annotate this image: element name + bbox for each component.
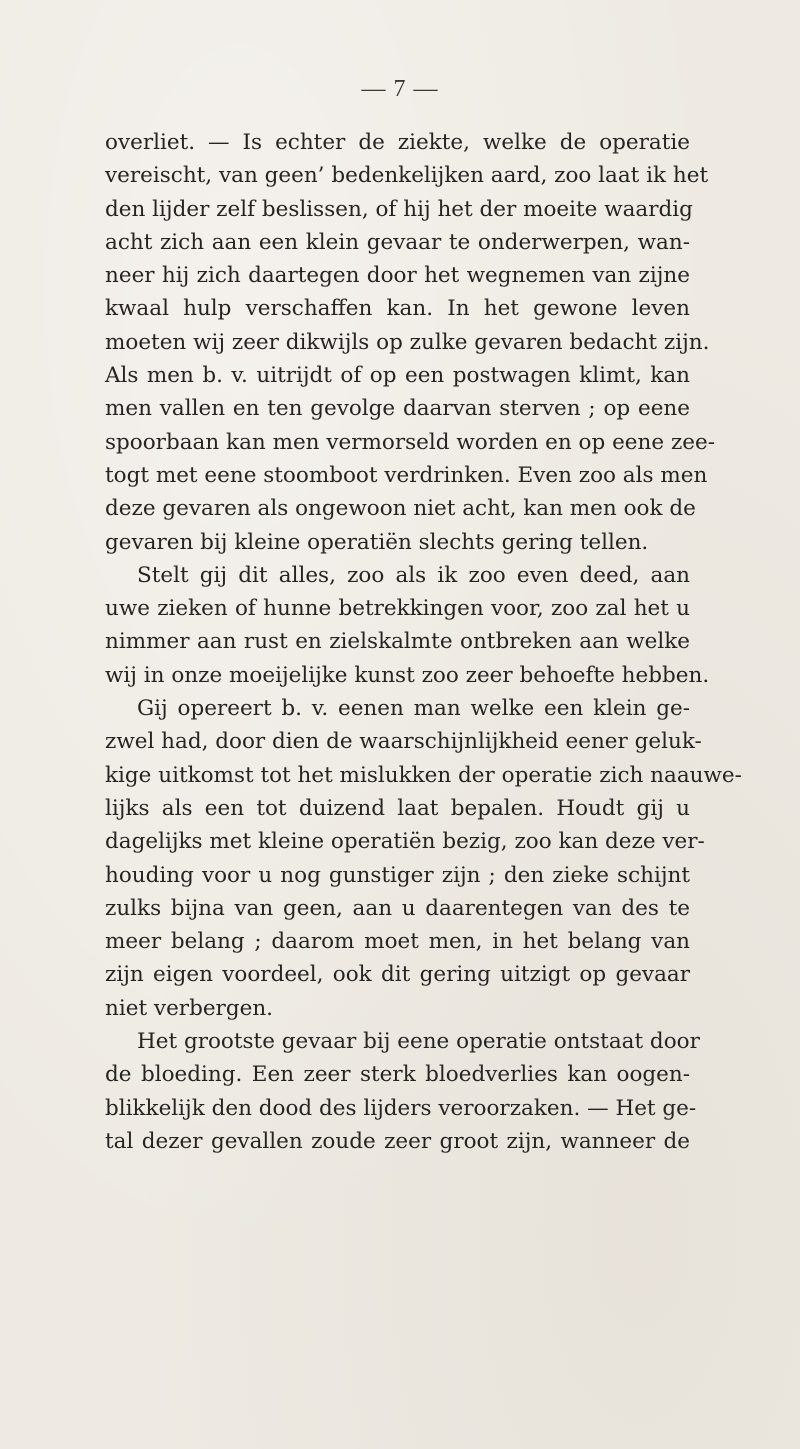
text-line-30: blikkelijk den dood des lijders veroorzaken. — Het ge-: [105, 1095, 697, 1121]
text-line-25: meer belang ; daarom moet men, in het belang van: [105, 929, 690, 955]
text-line-12: deze gevaren als ongewoon niet acht, kan men ook de: [105, 496, 696, 522]
text-line-24: zulks bijna van geen, aan u daarentegen van des te: [105, 895, 690, 921]
text-line-7: moeten wij zeer dikwijls op zulke gevaren bedacht zijn.: [105, 329, 710, 355]
text-line-4: acht zich aan een klein gevaar te onderwerpen, wan-: [105, 229, 690, 255]
text-line-8: Als men b. v. uitrijdt of op een postwagen klimt, kan: [105, 363, 690, 389]
text-line-5: neer hij zich daartegen door het wegnemen van zijne: [105, 263, 690, 289]
text-line-6: kwaal hulp verschaffen kan. In het gewone leven: [105, 296, 690, 322]
text-line-10: spoorbaan kan men vermorseld worden en op eene zee-: [105, 429, 715, 455]
text-line-21: lijks als een tot duizend laat bepalen. Houdt gij u: [105, 795, 690, 821]
text-line-22: dagelijks met kleine operatiën bezig, zoo kan deze ver-: [105, 829, 705, 855]
text-line-17: wij in onze moeijelijke kunst zoo zeer behoefte hebben.: [105, 662, 710, 688]
text-line-29: de bloeding. Een zeer sterk bloedverlies kan oogen-: [105, 1062, 690, 1088]
text-line-18: Gij opereert b. v. eenen man welke een klein ge-: [137, 696, 690, 722]
page-number: — 7 —: [361, 76, 439, 102]
text-line-20: kige uitkomst tot het mislukken der operatie zich naauwe-: [105, 762, 742, 788]
text-line-16: nimmer aan rust en zielskalmte ontbreken aan welke: [105, 629, 690, 655]
text-line-28: Het grootste gevaar bij eene operatie ontstaat door: [137, 1029, 700, 1055]
text-line-9: men vallen en ten gevolge daarvan sterven ; op eene: [105, 396, 690, 422]
text-line-27: niet verbergen.: [105, 995, 274, 1021]
text-line-14: Stelt gij dit alles, zoo als ik zoo even deed, aan: [137, 562, 690, 588]
text-line-15: uwe zieken of hunne betrekkingen voor, zoo zal het u: [105, 596, 690, 622]
text-line-2: vereischt, van geen’ bedenkelijken aard, zoo laat ik het: [105, 163, 709, 189]
text-line-3: den lijder zelf beslissen, of hij het der moeite waardig: [105, 196, 693, 222]
text-line-31: tal dezer gevallen zoude zeer groot zijn, wanneer de: [105, 1128, 690, 1154]
text-line-19: zwel had, door dien de waarschijnlijkheid eener geluk-: [105, 729, 702, 755]
text-line-1: overliet. — Is echter de ziekte, welke de operatie: [105, 130, 690, 155]
body-text: [105, 126, 742, 1158]
text-line-13: gevaren bij kleine operatiën slechts gering tellen.: [105, 529, 649, 555]
text-line-11: togt met eene stoomboot verdrinken. Even zoo als men: [105, 462, 708, 488]
text-line-26: zijn eigen voordeel, ook dit gering uitzigt op gevaar: [105, 962, 690, 988]
text-line-23: houding voor u nog gunstiger zijn ; den zieke schijnt: [105, 862, 690, 888]
